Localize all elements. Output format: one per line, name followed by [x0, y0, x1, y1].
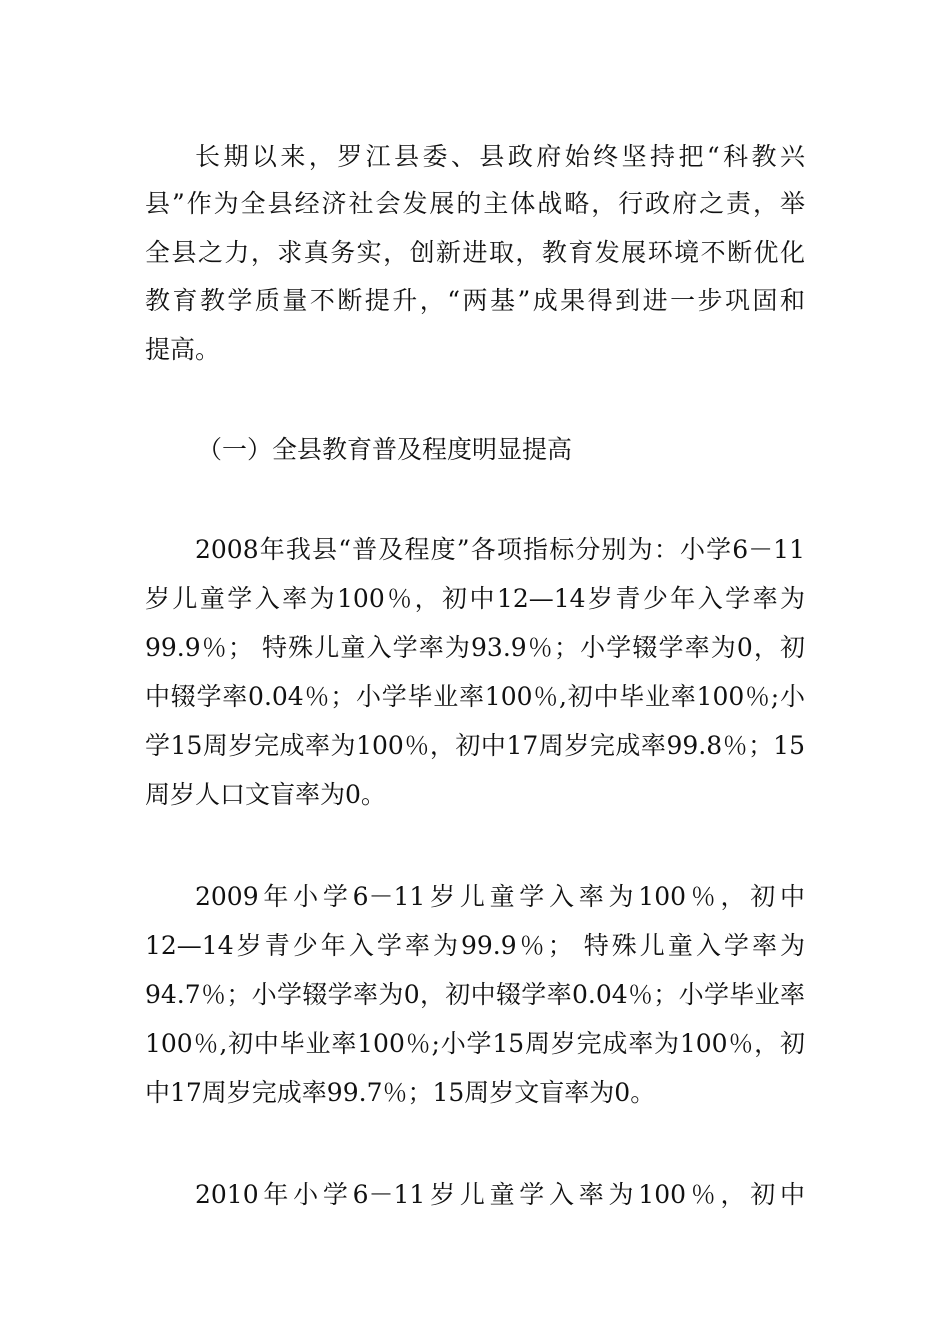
para-2008-line-1: 2008年我县“普及程度”各项指标分别为：小学6－11: [195, 535, 805, 564]
para-2009-line-5: 中17周岁完成率99.7％；15周岁文盲率为0。: [145, 1078, 656, 1107]
para-2009-line-3: 94.7％；小学辍学率为0，初中辍学率0.04％；小学毕业率: [145, 980, 805, 1009]
para-2008-line-5: 学15周岁完成率为100％，初中17周岁完成率99.8％；15: [145, 731, 805, 760]
para-2009-line-2: 12—14岁青少年入学率为99.9％； 特殊儿童入学率为: [145, 931, 805, 960]
para-2008-line-3: 99.9％； 特殊儿童入学率为93.9％；小学辍学率为0，初: [145, 633, 805, 662]
para-2008-line-4: 中辍学率0.04％；小学毕业率100％,初中毕业率100％;小: [145, 682, 805, 711]
intro-line-5: 提高。: [145, 335, 221, 364]
para-2008-line-2: 岁儿童学入率为100％，初中12—14岁青少年入学率为: [145, 584, 805, 613]
intro-line-1: 长期以来，罗江县委、县政府始终坚持把“科教兴: [195, 142, 805, 171]
section-heading: （一）全县教育普及程度明显提高: [197, 435, 573, 464]
para-2009-line-4: 100％,初中毕业率100％;小学15周岁完成率为100％，初: [145, 1029, 805, 1058]
intro-line-4: 教育教学质量不断提升，“两基”成果得到进一步巩固和: [145, 286, 805, 315]
para-2008-line-6: 周岁人口文盲率为0。: [145, 780, 386, 809]
para-2010-line-1: 2010年小学6－11岁儿童学入率为100％，初中: [195, 1180, 805, 1209]
intro-line-3: 全县之力，求真务实，创新进取，教育发展环境不断优化: [145, 238, 805, 267]
para-2009-line-1: 2009年小学6－11岁儿童学入率为100％，初中: [195, 882, 805, 911]
intro-line-2: 县”作为全县经济社会发展的主体战略，行政府之责，举: [145, 189, 805, 218]
